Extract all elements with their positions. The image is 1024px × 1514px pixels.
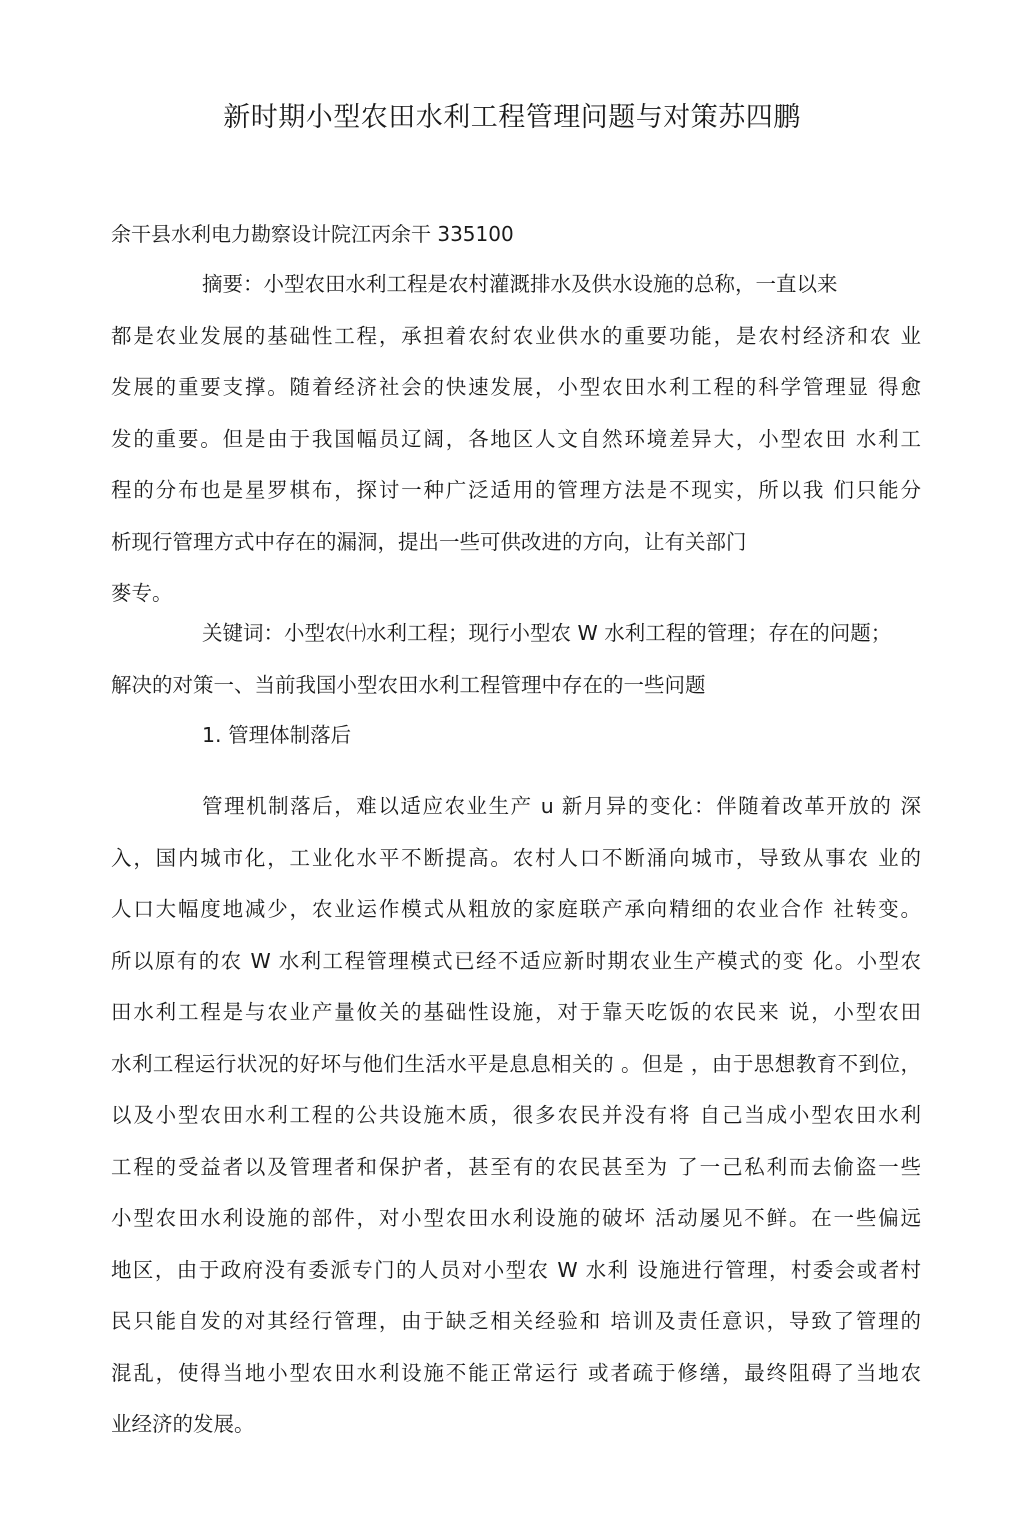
body-line: 入，国内城市化，工业化水平不断提高。农村人口不断涌向城市，导致从事农 业的 bbox=[111, 845, 921, 870]
body-paragraph bbox=[111, 781, 921, 1451]
body-line: 地区，由于政府没有委派专门的人员对小型农 W 水利 设施进行管理，村委会或者村 bbox=[111, 1257, 921, 1282]
body-line: 混乱，使得当地小型农田水利设施不能正常运行 或者疏于修缮，最终阻碍了当地农 bbox=[111, 1360, 921, 1385]
document-title: 新时期小型农田水利工程管理问题与对策苏四鹏 bbox=[223, 102, 801, 133]
abstract-line: 摘要：小型农田水利工程是农村灌溉排水及供水设施的总称，一直以来 bbox=[202, 272, 838, 296]
author-affiliation: 余干县水利电力勘察设计院江丙余干 335100 bbox=[111, 222, 514, 246]
abstract-line: 发的重要。但是由于我国幅员辽阔，各地区人文自然环境差异大，小型农田 水利工 bbox=[111, 426, 921, 451]
body-line: 工程的受益者以及管理者和保护者，甚至有的农民甚至为 了一己私利而去偷盗一些 bbox=[111, 1154, 921, 1179]
section-heading: 1. 管理体制落后 bbox=[202, 723, 352, 747]
abstract-line: 都是农业发展的基础性工程，承担着农紂农业供水的重要功能，是农村经济和农 业 bbox=[111, 323, 921, 348]
abstract-line: 发展的重要支撑。随着经济社会的快速发展，小型农田水利工程的科学管理显 得愈 bbox=[111, 375, 921, 399]
body-line: 水利工程运行状况的好坏与他们生活水平是息息相关的 。但是 ，由于思想教育不到位， bbox=[111, 1051, 921, 1076]
body-line: 人口大幅度地减少，农业运作模式从粗放的家庭联产承向精细的农业合作 社转变。 bbox=[111, 897, 921, 921]
body-line: 民只能自发的对其经行管理，由于缺乏相关经验和 培训及责任意识，导致了管理的 bbox=[111, 1309, 921, 1333]
keywords-line: 关键词：小型农㈩水利工程；现行小型农 W 水利工程的管理；存在的问题； bbox=[202, 621, 892, 645]
abstract-line: 程的分布也是星罗棋布，探讨一种广泛适用的管理方法是不现实，所以我 们只能分 bbox=[111, 478, 921, 502]
abstract-line: 麥专。 bbox=[111, 581, 173, 605]
body-line: 业经济的发展。 bbox=[111, 1412, 255, 1436]
keywords-line: 解决的对策一、当前我国小型农田水利工程管理中存在的一些问题 bbox=[111, 672, 706, 697]
abstract-line: 析现行管理方式中存在的漏洞，提出一些可供改进的方向，让有关部门 bbox=[111, 529, 747, 554]
keywords-paragraph bbox=[111, 608, 921, 711]
body-line: 田水利工程是与农业产量攸关的基础性设施，对于靠天吃饭的农民来 说，小型农田 bbox=[111, 1000, 921, 1024]
abstract-paragraph bbox=[111, 259, 921, 620]
body-line: 所以原有的农 W 水利工程管理模式已经不适应新时期农业生产模式的变 化。小型农 bbox=[111, 948, 921, 973]
body-line: 以及小型农田水利工程的公共设施木质，很多农民并没有将 自己当成小型农田水利 bbox=[111, 1103, 921, 1127]
body-line: 管理机制落后，难以适应农业生产 u 新月异的变化：伴随着改革开放的 深 bbox=[202, 794, 921, 818]
body-line: 小型农田水利设施的部件，对小型农田水利设施的破坏 活动屡见不鲜。在一些偏远 bbox=[111, 1206, 921, 1230]
